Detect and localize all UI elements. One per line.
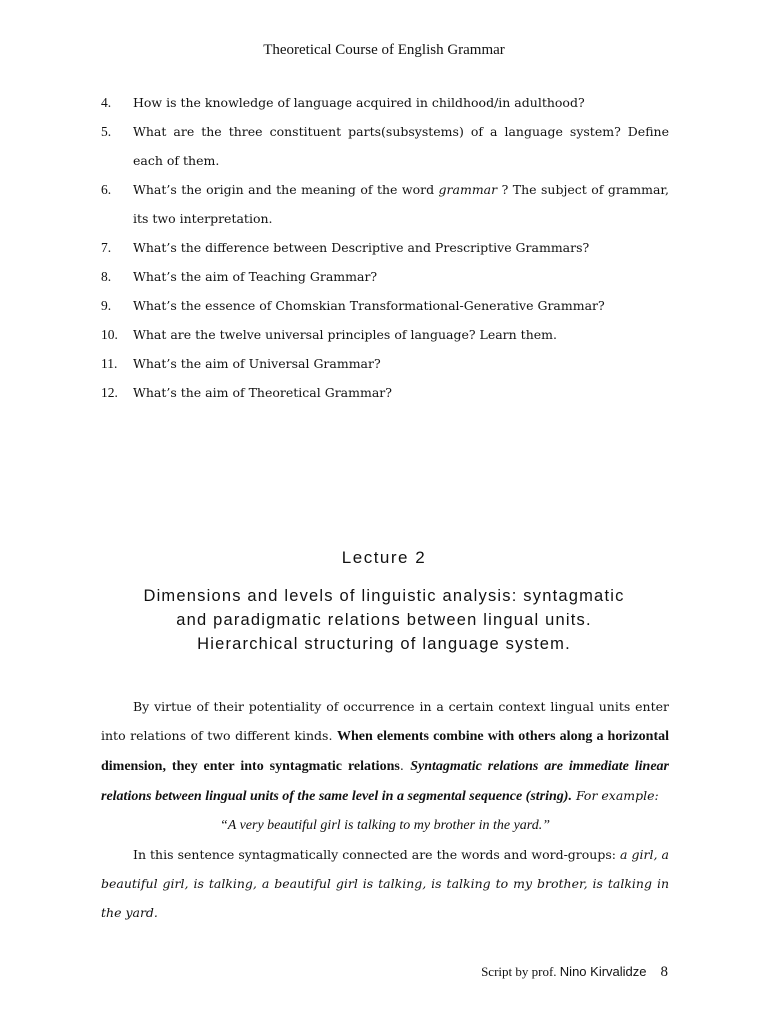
question-list xyxy=(101,88,669,407)
list-item xyxy=(101,349,669,378)
item-number: 4. xyxy=(101,95,112,110)
footer-prefix: Script by prof. xyxy=(481,964,560,979)
item-number: 10. xyxy=(101,327,118,342)
list-item xyxy=(101,233,669,262)
item-text-end: ? The subject of grammar, its two interpretation. xyxy=(133,182,669,226)
item-text: What’s the essence of Chomskian Transformational-Generative Grammar? xyxy=(133,298,605,313)
item-number: 6. xyxy=(101,182,112,197)
item-text: What are the twelve universal principles of language? Learn them. xyxy=(133,327,557,342)
item-number: 9. xyxy=(101,298,112,313)
example-lead: For example: xyxy=(571,788,659,803)
item-text: What’s the aim of Theoretical Grammar? xyxy=(133,385,392,400)
paragraph-text: By virtue of their potentiality of occurrence in a certain context lingual units enter into relations of two different kinds. xyxy=(101,699,669,743)
list-item xyxy=(101,320,669,349)
list-item xyxy=(101,175,669,233)
bold-statement: When elements combine with others along a horizontal dimension, they enter into syntagmatic relations xyxy=(101,729,669,774)
list-item xyxy=(101,291,669,320)
definition: Syntagmatic relations are immediate linear relations between lingual units of the same level in a segmental sequence (string). xyxy=(101,759,669,804)
lecture-title-line: and paradigmatic relations between lingual units. xyxy=(176,611,592,629)
example-list: a girl, a beautiful girl, is talking, a beautiful girl is talking, is talking to my brother, is talking in the yard. xyxy=(101,847,669,920)
lecture-title xyxy=(110,584,658,656)
page-number: 8 xyxy=(660,964,668,980)
list-item xyxy=(101,88,669,117)
example-quote: “A very beautiful girl is talking to my brother in the yard.” xyxy=(219,818,550,833)
lecture-number: Lecture 2 xyxy=(341,548,427,567)
page-footer xyxy=(481,964,668,981)
body-text xyxy=(101,692,669,927)
item-text xyxy=(133,175,669,233)
list-item xyxy=(101,117,669,175)
item-number: 12. xyxy=(101,385,118,400)
paragraph xyxy=(101,692,669,811)
item-number: 7. xyxy=(101,240,112,255)
running-header: Theoretical Course of English Grammar xyxy=(263,42,505,58)
item-number: 8. xyxy=(101,269,112,284)
lecture-title-line: Dimensions and levels of linguistic analysis: syntagmatic xyxy=(143,587,625,605)
item-text: What’s the aim of Teaching Grammar? xyxy=(133,269,378,284)
list-item xyxy=(101,378,669,407)
item-text: What are the three constituent parts(subsystems) of a language system? Define each of them. xyxy=(133,124,669,168)
emphasized-term: grammar xyxy=(438,182,498,197)
author-name: Nino Kirvalidze xyxy=(559,964,647,979)
lecture-title-line: Hierarchical structuring of language system. xyxy=(197,635,571,653)
item-text: What’s the aim of Universal Grammar? xyxy=(133,356,381,371)
item-text: How is the knowledge of language acquired in childhood/in adulthood? xyxy=(133,95,585,110)
paragraph-text: In this sentence syntagmatically connected are the words and word-groups: xyxy=(133,847,621,862)
item-number: 5. xyxy=(101,124,112,139)
list-item xyxy=(101,262,669,291)
item-number: 11. xyxy=(101,356,118,371)
punctuation: . xyxy=(399,758,411,773)
paragraph xyxy=(101,840,669,927)
item-text: What’s the difference between Descriptive and Prescriptive Grammars? xyxy=(133,240,590,255)
item-text-start: What’s the origin and the meaning of the word xyxy=(133,182,439,197)
